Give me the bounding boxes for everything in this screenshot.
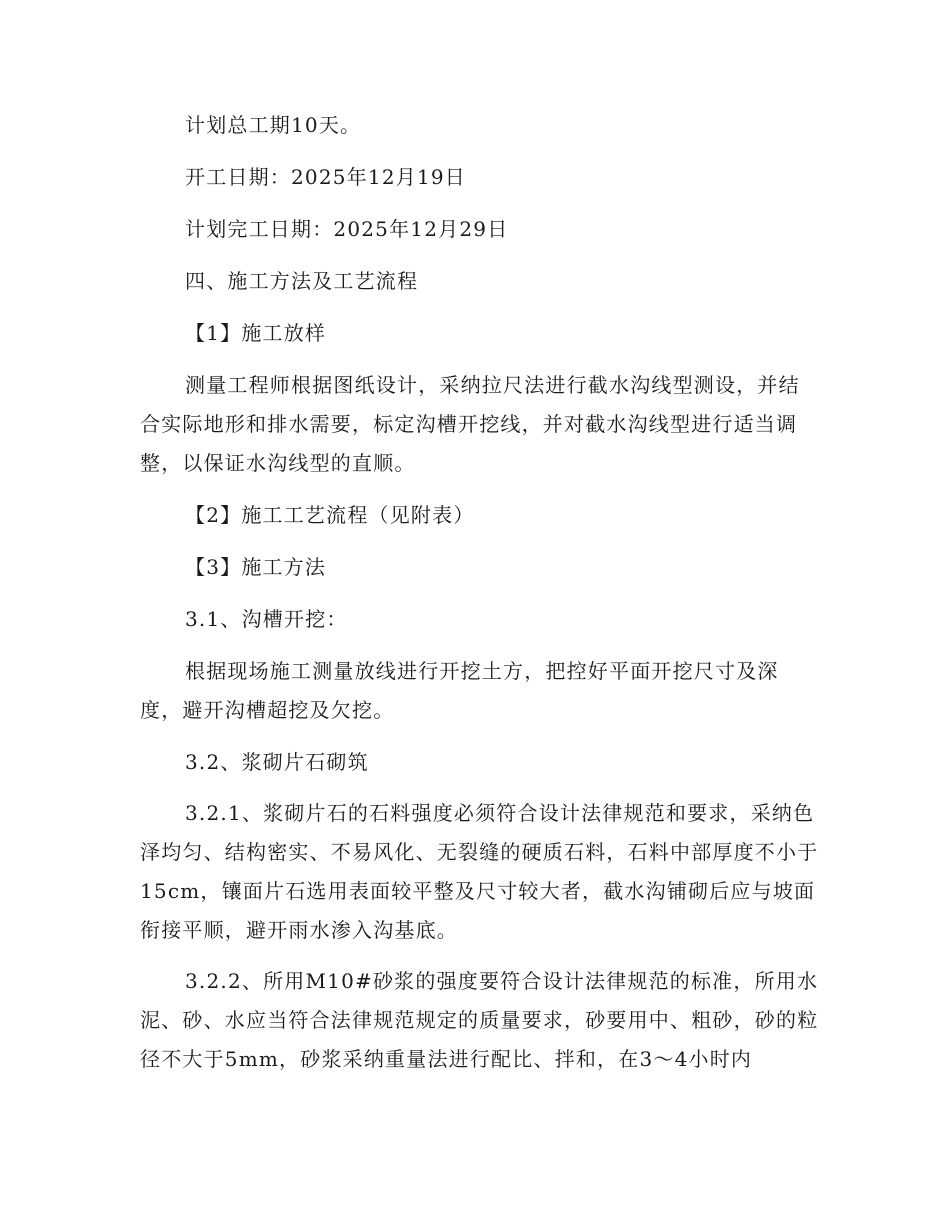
subheading-staking-out: 【1】施工放样: [185, 321, 327, 345]
subheading-trench-excavation: 3.1、沟槽开挖：: [185, 607, 348, 631]
section-heading-construction-method: 四、施工方法及工艺流程: [185, 269, 419, 293]
paragraph-mortar: 3.2.2、所用M10#砂浆的强度要符合设计法律规范的标准，所用水泥、砂、水应当符合法律规范规定的质量要求，砂要用中、粗砂，砂的粒径不大于5mm，砂浆采纳重量法进行配比、拌和，在3～4小时内: [140, 969, 819, 1071]
paragraph-total-duration: 计划总工期10天。: [185, 113, 362, 137]
subheading-process-flow: 【2】施工工艺流程（见附表）: [185, 503, 475, 527]
paragraph-staking-out: 测量工程师根据图纸设计，采纳拉尺法进行截水沟线型测设，并结合实际地形和排水需要，标定沟槽开挖线，并对截水沟线型进行适当调整，以保证水沟线型的直顺。: [140, 373, 800, 475]
paragraph-start-date: 开工日期：2025年12月19日: [185, 165, 466, 189]
subheading-construction-method: 【3】施工方法: [185, 555, 327, 579]
document-body: [140, 106, 820, 1079]
paragraph-stone-material: 3.2.1、浆砌片石的石料强度必须符合设计法律规范和要求，采纳色泽均匀、结构密实、不易风化、无裂缝的硬质石料，石料中部厚度不小于15cm，镶面片石选用表面较平整及尺寸较大者，截水沟铺砌后应与坡面衔接平顺，避开雨水渗入沟基底。: [140, 801, 819, 942]
subheading-rubble-masonry: 3.2、浆砌片石砌筑: [185, 750, 369, 774]
paragraph-trench-excavation: 根据现场施工测量放线进行开挖土方，把控好平面开挖尺寸及深度，避开沟槽超挖及欠挖。: [140, 659, 779, 722]
paragraph-completion-date: 计划完工日期：2025年12月29日: [185, 217, 509, 241]
